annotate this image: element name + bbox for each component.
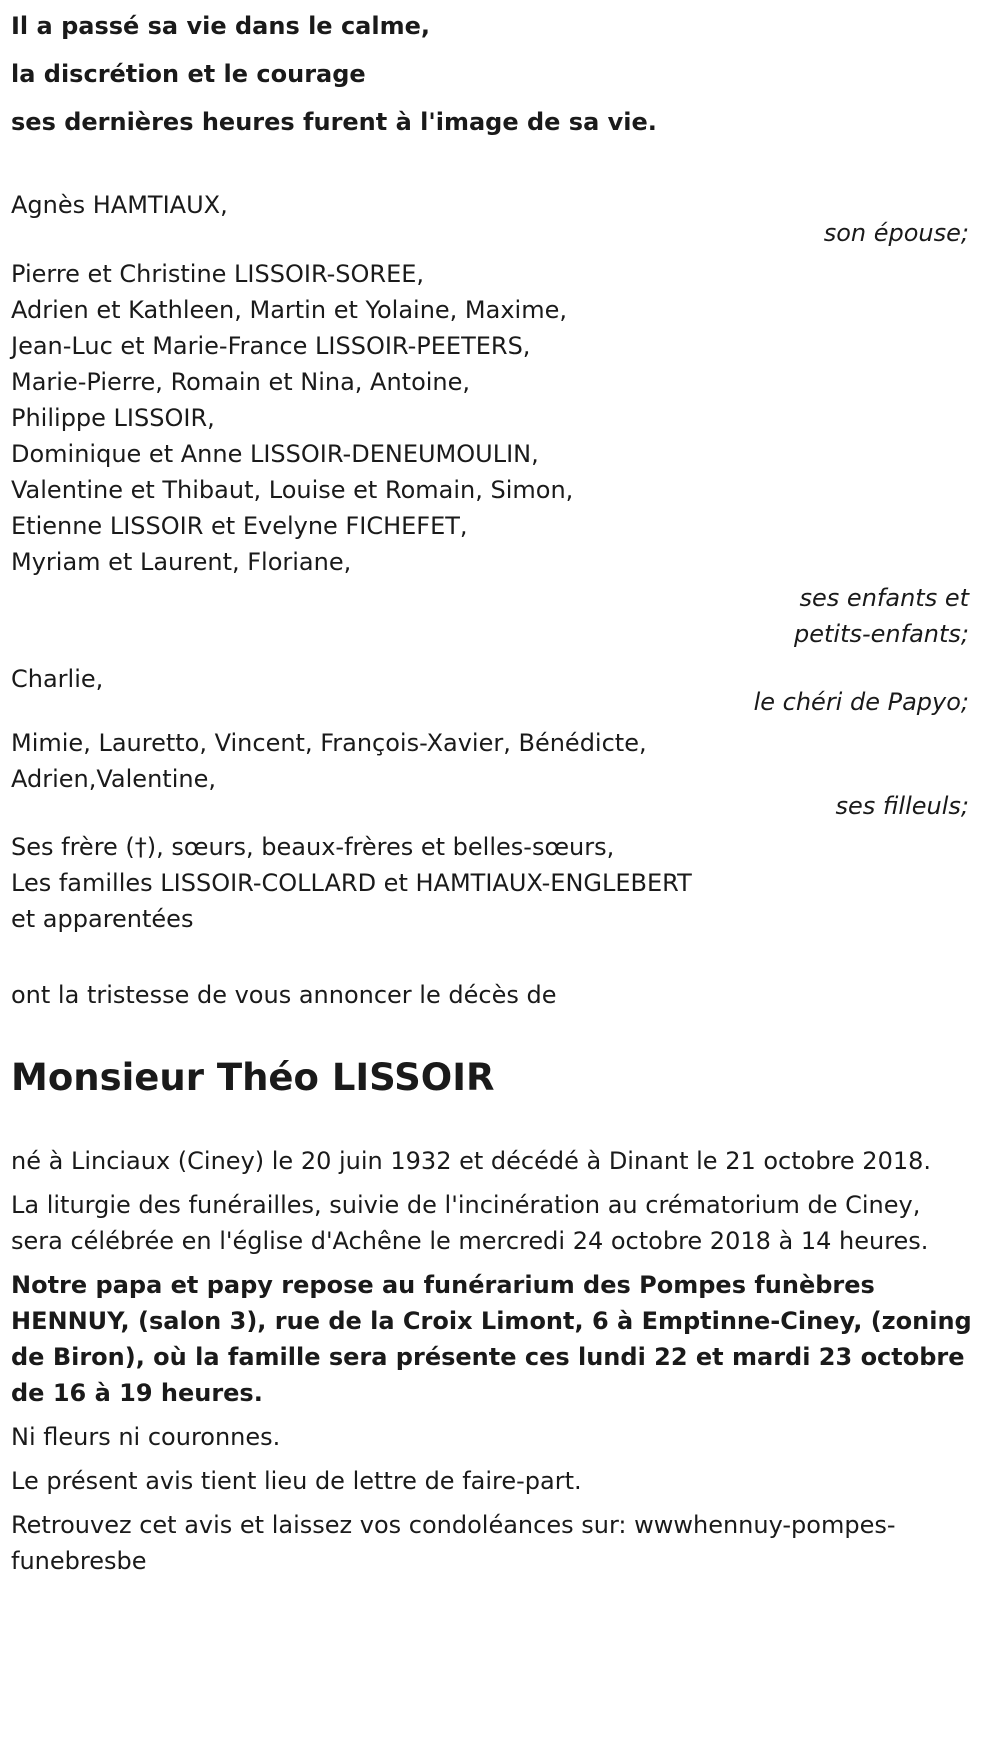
obituary-content (11, 2, 991, 1579)
epigraph (11, 2, 991, 146)
family-line: Ses frère (†), sœurs, beaux-frères et belles-sœurs, (11, 833, 615, 861)
godchild-line: Mimie, Lauretto, Vincent, François-Xavier, Bénédicte, (11, 729, 647, 757)
liturgy-paragraph: La liturgie des funérailles, suivie de l'incinération au crématorium de Ciney, sera célébrée en l'église d'Achêne le mercredi 24 octobre 2018 à 14 heures. (11, 1191, 929, 1255)
spouse-role: son épouse; (823, 218, 969, 247)
flowers-paragraph: Ni fleurs ni couronnes. (11, 1423, 281, 1451)
deceased-name: Monsieur Théo LISSOIR (11, 1056, 495, 1099)
child-line: Etienne LISSOIR et Evelyne FICHEFET, (11, 511, 468, 540)
darling-name: Charlie, (11, 664, 104, 693)
epigraph-line: Il a passé sa vie dans le calme, (11, 12, 430, 40)
viewing-paragraph: Notre papa et papy repose au funérarium des Pompes funèbres HENNUY, (salon 3), rue de la Croix Limont, 6 à Emptinne-Ciney, (zoning de Biron), où la famille sera présente ces lundi 22 et mardi 23 octobre de 16 à 19 heures. (11, 1271, 972, 1407)
child-line: Myriam et Laurent, Floriane, (11, 547, 352, 576)
child-line: Dominique et Anne LISSOIR-DENEUMOULIN, (11, 439, 539, 468)
birth-death-paragraph: né à Linciaux (Ciney) le 20 juin 1932 et décédé à Dinant le 21 octobre 2018. (11, 1147, 932, 1175)
darling-role: le chéri de Papyo; (753, 688, 969, 716)
child-line: Philippe LISSOIR, (11, 403, 215, 432)
family-line: et apparentées (11, 905, 194, 933)
spouse-name: Agnès HAMTIAUX, (11, 191, 228, 219)
darling-block (11, 660, 991, 718)
epigraph-line: la discrétion et le courage (11, 60, 366, 88)
spouse-block (11, 186, 991, 248)
children-role: ses enfants et (799, 583, 969, 612)
epigraph-line: ses dernières heures furent à l'image de sa vie. (11, 108, 657, 136)
children-block (11, 256, 991, 652)
child-line: Pierre et Christine LISSOIR-SOREE, (11, 259, 425, 288)
godchildren-block (11, 725, 991, 821)
children-role: petits-enfants; (794, 619, 969, 648)
condolences-paragraph: Retrouvez cet avis et laissez vos condoléances sur: wwwhennuy-pompes-funebresbe (11, 1511, 896, 1575)
child-line: Jean-Luc et Marie-France LISSOIR-PEETERS, (11, 331, 531, 360)
child-line: Adrien et Kathleen, Martin et Yolaine, Maxime, (11, 295, 567, 324)
godchild-line: Adrien,Valentine, (11, 765, 216, 793)
obituary-page (0, 2, 1000, 1745)
notice-paragraph: Le présent avis tient lieu de lettre de faire-part. (11, 1467, 582, 1495)
godchildren-role: ses filleuls; (835, 792, 969, 820)
family-line: Les familles LISSOIR-COLLARD et HAMTIAUX-ENGLEBERT (11, 869, 692, 897)
family-block (11, 829, 991, 937)
child-line: Marie-Pierre, Romain et Nina, Antoine, (11, 367, 471, 396)
announcement-text: ont la tristesse de vous annoncer le décès de (11, 981, 557, 1009)
child-line: Valentine et Thibaut, Louise et Romain, Simon, (11, 475, 574, 504)
